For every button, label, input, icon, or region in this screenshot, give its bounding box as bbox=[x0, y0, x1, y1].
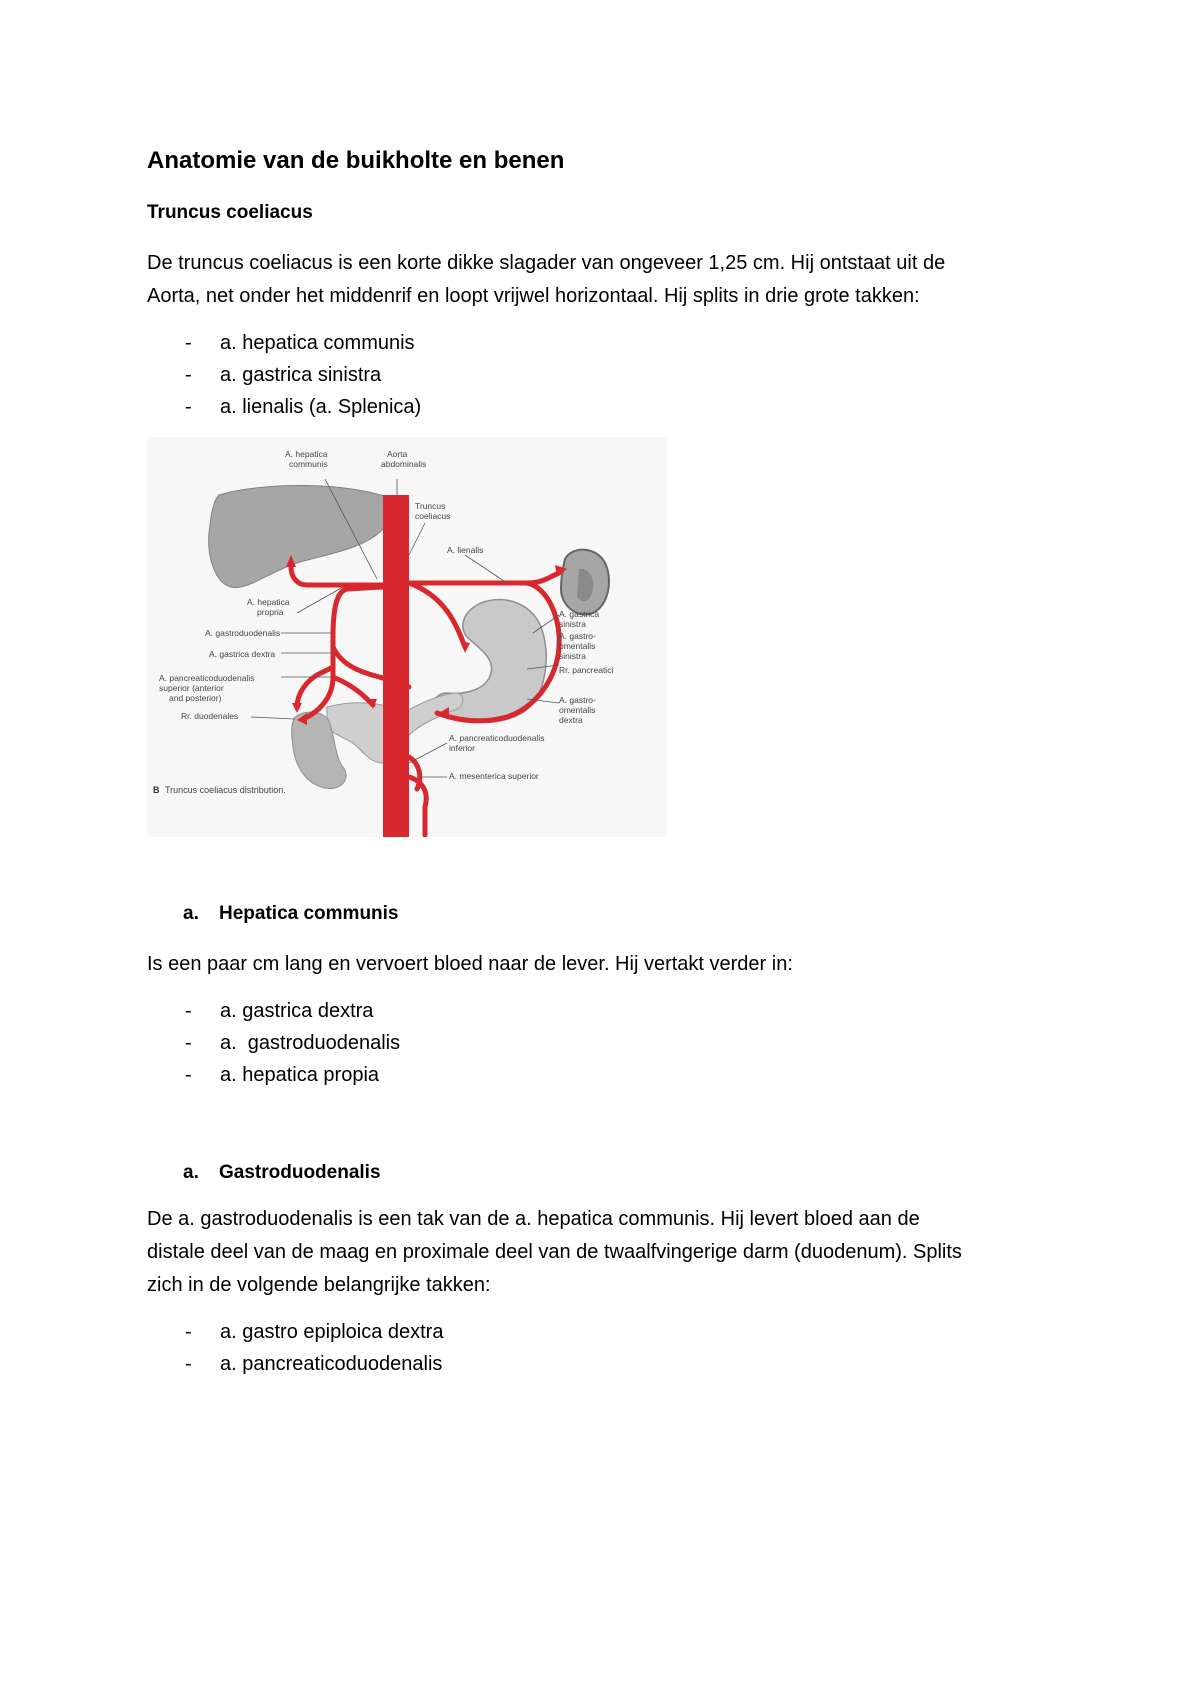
label-gastrica-sinistra: A. gastrica bbox=[559, 609, 600, 619]
label-hepatica-communis: A. hepatica bbox=[285, 449, 328, 459]
hepatica-intro: Is een paar cm lang en vervoert bloed naar de lever. Hij vertakt verder in: bbox=[147, 953, 793, 975]
list-item: - a. lienalis (a. Splenica) bbox=[185, 396, 422, 418]
branch-list-hepatica bbox=[147, 995, 400, 1091]
caption-letter: B bbox=[153, 785, 160, 795]
list-item: - a. gastrica dextra bbox=[185, 1000, 374, 1022]
figure-caption: Truncus coeliacus distribution. bbox=[165, 785, 286, 795]
label-gastroomentalis-sinistra: A. gastro- bbox=[559, 631, 596, 641]
label-gastrica-dextra: A. gastrica dextra bbox=[209, 649, 276, 659]
diagram-svg bbox=[147, 437, 667, 837]
section-heading-truncus: Truncus coeliacus bbox=[147, 202, 313, 223]
branch-list-truncus bbox=[147, 327, 421, 423]
label-pancreaticoduodenalis-superior: A. pancreaticoduodenalis bbox=[159, 673, 255, 683]
svg-text:omentalis: omentalis bbox=[559, 641, 596, 651]
label-aorta: Aorta bbox=[387, 449, 408, 459]
list-item: - a. hepatica propia bbox=[185, 1064, 380, 1086]
aorta-vessel bbox=[383, 495, 409, 837]
label-lienalis: A. lienalis bbox=[447, 545, 484, 555]
label-pancreaticoduodenalis-inferior: A. pancreaticoduodenalis bbox=[449, 733, 545, 743]
intro-line-2: Aorta, net onder het middenrif en loopt vrijwel horizontaal. Hij splits in drie grote takken: bbox=[147, 285, 920, 307]
svg-text:communis: communis bbox=[289, 459, 328, 469]
svg-text:superior (anterior: superior (anterior bbox=[159, 683, 224, 693]
svg-text:omentalis: omentalis bbox=[559, 705, 596, 715]
label-mesenterica-superior: A. mesenterica superior bbox=[449, 771, 539, 781]
branch-list-gastroduodenalis bbox=[147, 1316, 443, 1380]
truncus-coeliacus-diagram bbox=[147, 437, 667, 837]
svg-text:and posterior): and posterior) bbox=[169, 693, 222, 703]
list-item: - a. pancreaticoduodenalis bbox=[185, 1353, 443, 1375]
page-title: Anatomie van de buikholte en benen bbox=[147, 147, 565, 174]
list-item: - a. gastro epiploica dextra bbox=[185, 1321, 444, 1343]
list-item: - a. hepatica communis bbox=[185, 332, 415, 354]
label-hepatica-propria: A. hepatica bbox=[247, 597, 290, 607]
label-gastroduodenalis: A. gastroduodenalis bbox=[205, 628, 281, 638]
list-item: - a. gastrica sinistra bbox=[185, 364, 382, 386]
svg-text:sinistra: sinistra bbox=[559, 651, 586, 661]
label-duodenales: Rr. duodenales bbox=[181, 711, 239, 721]
label-pancreatici: Rr. pancreatici bbox=[559, 665, 614, 675]
svg-text:inferior: inferior bbox=[449, 743, 475, 753]
list-item: - a. gastroduodenalis bbox=[185, 1032, 401, 1054]
svg-text:propria: propria bbox=[257, 607, 284, 617]
gastroduodenalis-paragraph: De a. gastroduodenalis is een tak van de a. hepatica communis. Hij levert bloed aan de distale deel van de maag en proximale deel van de twaalfvingerige darm (duodenum). Splits zich in de volgende belangrijke takken: bbox=[147, 1208, 962, 1296]
subsection-heading-hepatica: a. Hepatica communis bbox=[183, 903, 399, 924]
svg-text:sinistra: sinistra bbox=[559, 619, 586, 629]
subsection-heading-gastroduodenalis: a. Gastroduodenalis bbox=[183, 1162, 381, 1183]
intro-line-1: De truncus coeliacus is een korte dikke slagader van ongeveer 1,25 cm. Hij ontstaat uit de bbox=[147, 252, 946, 274]
svg-text:coeliacus: coeliacus bbox=[415, 511, 451, 521]
svg-text:abdominalis: abdominalis bbox=[381, 459, 427, 469]
section-intro-truncus bbox=[147, 247, 1067, 313]
label-truncus: Truncus bbox=[415, 501, 446, 511]
svg-text:dextra: dextra bbox=[559, 715, 583, 725]
label-gastroomentalis-dextra: A. gastro- bbox=[559, 695, 596, 705]
